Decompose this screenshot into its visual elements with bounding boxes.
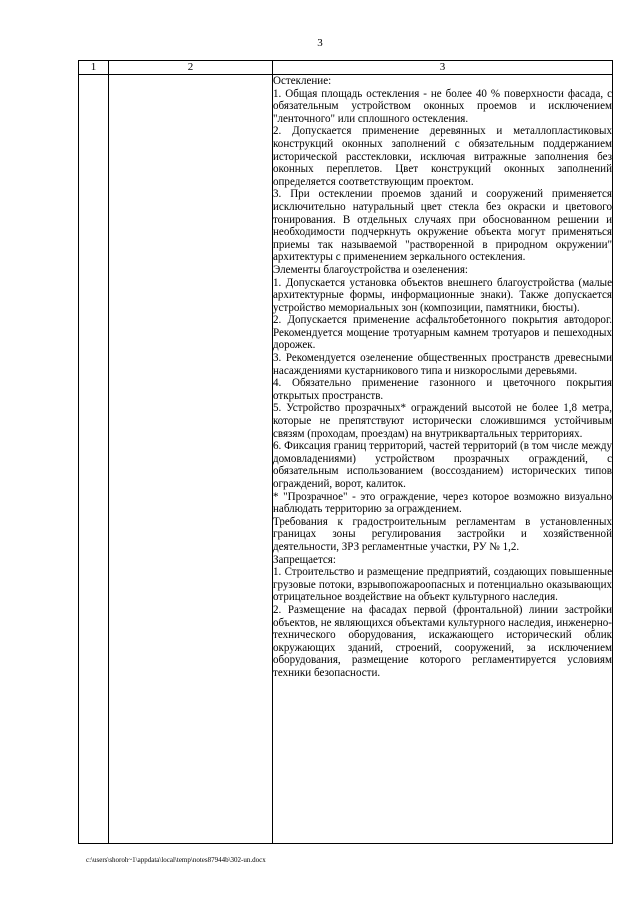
paragraph: 2. Размещение на фасадах первой (фронтальной) линии застройки объектов, не являющихся объектами культурного наследия, инженерно-технического оборудования, искажающего исторический облик окружающих зданий, строений, сооружений, за исключением оборудования, размещение которого регламентируется условиям техники безопасности. — [273, 603, 612, 679]
table-header-row — [79, 61, 613, 75]
cell-column-3 — [273, 75, 613, 844]
cell-column-2 — [109, 75, 273, 844]
paragraph: 2. Допускается применение асфальтобетонного покрытия автодорог. Рекомендуется мощение тротуарным камнем тротуаров и пешеходных дорожек. — [273, 314, 612, 352]
cell-column-1 — [79, 75, 109, 844]
paragraph: 1. Общая площадь остекления - не более 40 % поверхности фасада, с обязательным устройством оконных проемов и исключением "ленточного" или сплошного остекления. — [273, 87, 612, 125]
paragraph: 2. Допускается применение деревянных и металлопластиковых конструкций оконных заполнений с обязательным поддержанием исторической расстекловки, исключая витражные заполнения без оконных переплетов. Цвет конструкций оконных заполнений определяется соответствующим проектом. — [273, 125, 612, 188]
paragraph: 1. Строительство и размещение предприятий, создающих повышенные грузовые потоки, взрывопожароопасных и потенциально оказывающих отрицательное воздействие на объект культурного наследия. — [273, 566, 612, 604]
paragraph: 6. Фиксация границ территорий, частей территорий (в том числе между домовладениями) устройством прозрачных ограждений, с обязательным использованием (воссозданием) исторических типов ограждений, ворот, калиток. — [273, 440, 612, 490]
page-number: 3 — [317, 37, 323, 49]
regulation-table — [78, 60, 613, 844]
footnote: * "Прозрачное" - это ограждение, через которое возможно визуально наблюдать территорию за ограждением. — [273, 490, 612, 516]
file-path-footer: c:\users\shoroh~1\appdata\local\temp\notes87944b\302-un.docx — [86, 856, 266, 864]
column-header-2: 2 — [109, 61, 273, 75]
column-header-1: 1 — [79, 61, 109, 75]
paragraph: 1. Допускается установка объектов внешнего благоустройства (малые архитектурные формы, информационные знаки). Также допускается устройство мемориальных зон (композиции, памятники, бюсты). — [273, 276, 612, 314]
heading-requirements: Требования к градостроительным регламентам в установленных границах зоны регулирования застройки и хозяйственной деятельности, ЗРЗ регламентные участки, РУ № 1,2. — [273, 515, 612, 553]
heading-landscaping: Элементы благоустройства и озеленения: — [273, 263, 468, 276]
heading-glazing: Остекление: — [273, 75, 332, 87]
table-body-row — [79, 75, 613, 844]
paragraph: 5. Устройство прозрачных* ограждений высотой не более 1,8 метра, которые не препятствуют исторически сложившимся устойчивым связям (проходам, проездам) на внутриквартальных территориях. — [273, 402, 612, 440]
heading-prohibited: Запрещается: — [273, 553, 336, 566]
column-header-3: 3 — [273, 61, 613, 75]
paragraph: 3. Рекомендуется озеленение общественных пространств древесными насаждениями кустарникового типа и низкорослыми деревьями. — [273, 352, 612, 377]
paragraph: 3. При остеклении проемов зданий и сооружений применяется исключительно натуральный цвет стекла без окраски и цветового тонирования. В отдельных случаях при обоснованном решении и необходимости подчеркнуть окружение объекта могут применяться приемы так называемой "растворенной в природном окружении" архитектуры с применением зеркального остекления. — [273, 188, 612, 264]
paragraph: 4. Обязательно применение газонного и цветочного покрытия открытых пространств. — [273, 377, 612, 402]
